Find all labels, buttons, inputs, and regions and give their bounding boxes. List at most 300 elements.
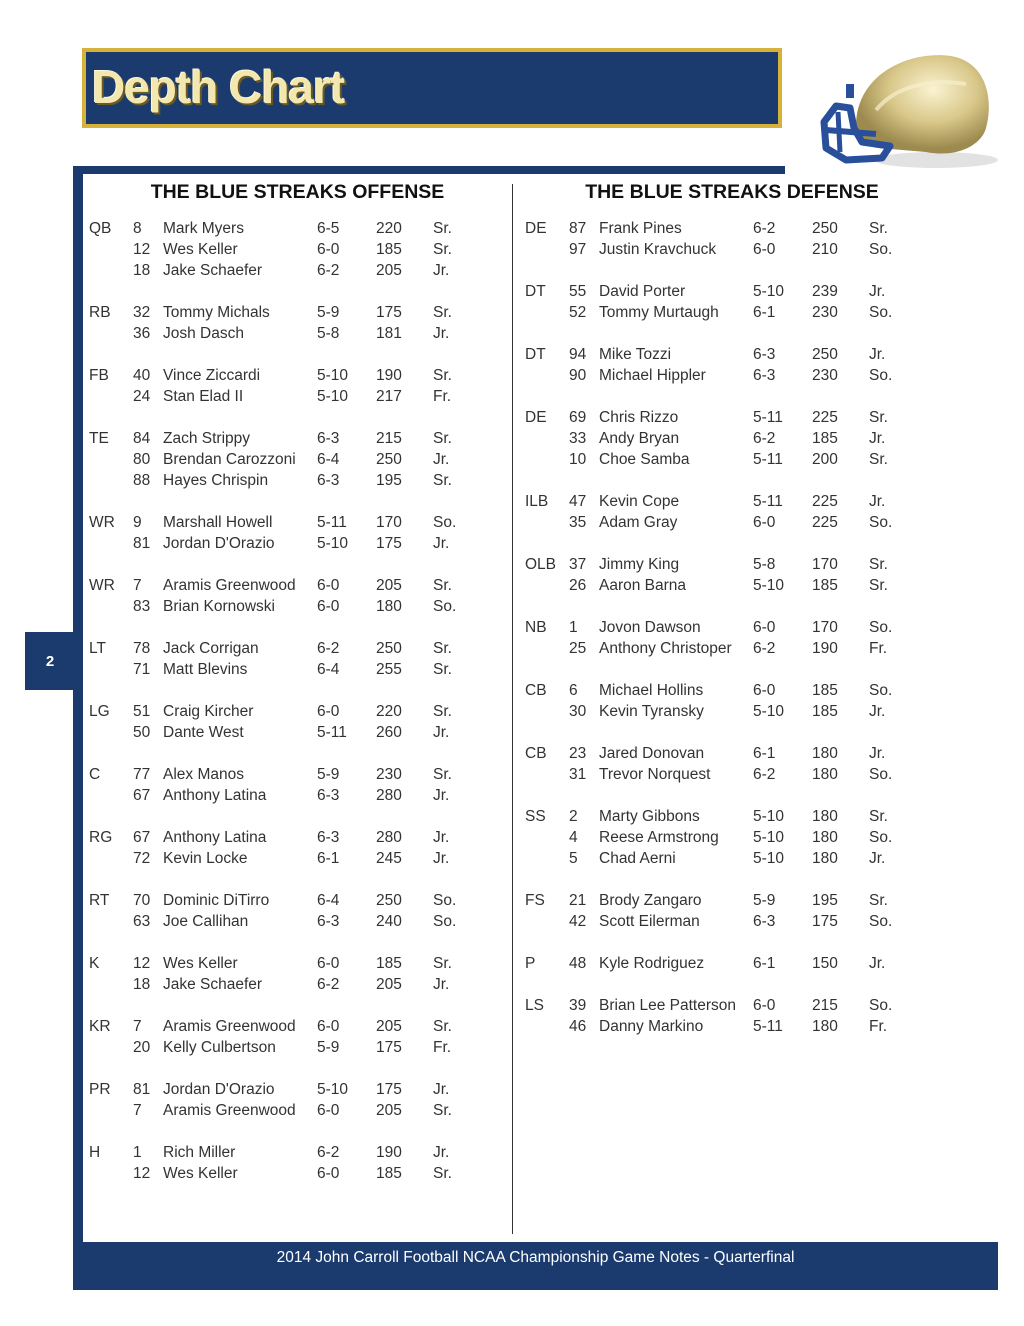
- position-label: TE: [89, 430, 109, 447]
- jersey-number: 5: [569, 850, 578, 867]
- position-label: WR: [89, 577, 115, 594]
- player-name: Tommy Murtaugh: [599, 304, 719, 321]
- position-group: [0, 640, 512, 682]
- player-name: Brendan Carozzoni: [163, 451, 296, 468]
- player-height: 6-0: [317, 577, 340, 594]
- player-name: Andy Bryan: [599, 430, 680, 447]
- jersey-number: 78: [133, 640, 151, 657]
- player-row: [0, 829, 512, 850]
- player-height: 5-10: [753, 577, 785, 594]
- player-weight: 185: [376, 955, 402, 972]
- player-class-year: Sr.: [433, 220, 452, 237]
- player-row: [0, 1018, 512, 1039]
- position-label: KR: [89, 1018, 111, 1035]
- position-group: [512, 892, 1024, 934]
- title-banner: [82, 48, 782, 128]
- player-weight: 190: [376, 1144, 402, 1161]
- position-label: CB: [525, 682, 547, 699]
- player-class-year: Sr.: [433, 472, 452, 489]
- position-group: [0, 304, 512, 346]
- jersey-number: 71: [133, 661, 151, 678]
- player-name: Reese Armstrong: [599, 829, 719, 846]
- player-weight: 175: [812, 913, 838, 930]
- position-label: SS: [525, 808, 546, 825]
- player-row: [512, 682, 1024, 703]
- player-row: [512, 829, 1024, 850]
- player-weight: 180: [812, 850, 838, 867]
- position-group: [0, 1081, 512, 1123]
- jersey-number: 80: [133, 451, 151, 468]
- position-group: [0, 1018, 512, 1060]
- position-group: [512, 556, 1024, 598]
- player-class-year: So.: [433, 598, 457, 615]
- player-class-year: Sr.: [433, 1165, 452, 1182]
- position-label: RG: [89, 829, 113, 846]
- jersey-number: 7: [133, 1018, 142, 1035]
- jersey-number: 31: [569, 766, 587, 783]
- player-class-year: Sr.: [433, 577, 452, 594]
- position-label: QB: [89, 220, 112, 237]
- player-height: 5-9: [317, 766, 340, 783]
- position-group: [512, 283, 1024, 325]
- player-class-year: So.: [433, 892, 457, 909]
- player-weight: 170: [376, 514, 402, 531]
- player-height: 6-0: [317, 1018, 340, 1035]
- player-height: 6-4: [317, 892, 340, 909]
- player-weight: 255: [376, 661, 402, 678]
- jersey-number: 35: [569, 514, 587, 531]
- player-name: Danny Markino: [599, 1018, 704, 1035]
- position-label: C: [89, 766, 101, 783]
- jersey-number: 26: [569, 577, 587, 594]
- jersey-number: 20: [133, 1039, 151, 1056]
- player-weight: 225: [812, 493, 838, 510]
- player-class-year: Jr.: [869, 430, 886, 447]
- jersey-number: 83: [133, 598, 151, 615]
- jersey-number: 87: [569, 220, 587, 237]
- jersey-number: 84: [133, 430, 151, 447]
- player-name: Scott Eilerman: [599, 913, 700, 930]
- player-weight: 180: [812, 1018, 838, 1035]
- player-weight: 205: [376, 1018, 402, 1035]
- player-weight: 250: [376, 640, 402, 657]
- player-name: Hayes Chrispin: [163, 472, 269, 489]
- player-row: [512, 892, 1024, 913]
- player-weight: 250: [812, 220, 838, 237]
- position-group: [512, 493, 1024, 535]
- player-height: 6-3: [753, 346, 776, 363]
- player-weight: 220: [376, 703, 402, 720]
- player-height: 5-10: [317, 535, 349, 552]
- player-name: Vince Ziccardi: [163, 367, 261, 384]
- player-name: Stan Elad II: [163, 388, 244, 405]
- player-name: Kyle Rodriguez: [599, 955, 705, 972]
- position-label: DT: [525, 346, 546, 363]
- player-weight: 205: [376, 976, 402, 993]
- player-weight: 217: [376, 388, 402, 405]
- player-class-year: Sr.: [869, 577, 888, 594]
- player-height: 6-0: [317, 241, 340, 258]
- player-weight: 280: [376, 829, 402, 846]
- player-weight: 185: [376, 1165, 402, 1182]
- jersey-number: 48: [569, 955, 587, 972]
- player-height: 5-9: [317, 304, 340, 321]
- player-height: 5-11: [753, 493, 783, 510]
- player-class-year: Jr.: [433, 850, 450, 867]
- player-class-year: Jr.: [433, 1081, 450, 1098]
- player-row: [0, 577, 512, 598]
- player-name: Zach Strippy: [163, 430, 251, 447]
- player-weight: 205: [376, 262, 402, 279]
- position-label: LS: [525, 997, 544, 1014]
- position-group: [512, 346, 1024, 388]
- player-height: 5-9: [753, 892, 776, 909]
- player-class-year: Sr.: [869, 451, 888, 468]
- player-name: Wes Keller: [163, 955, 238, 972]
- jersey-number: 40: [133, 367, 151, 384]
- player-weight: 210: [812, 241, 838, 258]
- player-class-year: Jr.: [433, 829, 450, 846]
- jersey-number: 97: [569, 241, 587, 258]
- position-group: [0, 514, 512, 556]
- position-label: CB: [525, 745, 547, 762]
- player-row: [0, 1039, 512, 1060]
- player-height: 6-2: [317, 1144, 340, 1161]
- player-row: [512, 283, 1024, 304]
- player-class-year: Sr.: [869, 808, 888, 825]
- jersey-number: 72: [133, 850, 151, 867]
- player-class-year: Sr.: [433, 661, 452, 678]
- player-name: Kevin Locke: [163, 850, 248, 867]
- jersey-number: 12: [133, 1165, 151, 1182]
- player-class-year: So.: [869, 304, 893, 321]
- position-group: [512, 220, 1024, 262]
- player-row: [512, 430, 1024, 451]
- player-height: 6-1: [753, 745, 776, 762]
- player-name: Josh Dasch: [163, 325, 244, 342]
- player-height: 6-0: [317, 1165, 340, 1182]
- position-label: LG: [89, 703, 110, 720]
- player-weight: 250: [376, 451, 402, 468]
- player-row: [512, 409, 1024, 430]
- position-group: [0, 703, 512, 745]
- position-group: [512, 955, 1024, 976]
- jersey-number: 1: [133, 1144, 142, 1161]
- player-row: [512, 913, 1024, 934]
- player-class-year: Jr.: [433, 451, 450, 468]
- player-class-year: Sr.: [869, 409, 888, 426]
- player-row: [0, 787, 512, 808]
- player-class-year: So.: [433, 514, 457, 531]
- player-name: Jordan D'Orazio: [163, 1081, 275, 1098]
- player-name: Jack Corrigan: [163, 640, 259, 657]
- player-class-year: So.: [869, 367, 893, 384]
- player-weight: 170: [812, 619, 838, 636]
- player-row: [0, 598, 512, 619]
- player-row: [512, 220, 1024, 241]
- player-name: Matt Blevins: [163, 661, 248, 678]
- player-name: Brody Zangaro: [599, 892, 702, 909]
- player-row: [512, 619, 1024, 640]
- player-weight: 180: [376, 598, 402, 615]
- player-height: 6-4: [317, 661, 340, 678]
- player-height: 5-10: [753, 283, 785, 300]
- player-height: 6-0: [753, 619, 776, 636]
- player-weight: 200: [812, 451, 838, 468]
- player-weight: 170: [812, 556, 838, 573]
- player-height: 6-2: [317, 262, 340, 279]
- player-row: [0, 367, 512, 388]
- player-class-year: Sr.: [433, 955, 452, 972]
- jersey-number: 90: [569, 367, 587, 384]
- position-group: [512, 745, 1024, 787]
- player-class-year: Jr.: [869, 283, 886, 300]
- player-row: [0, 703, 512, 724]
- player-class-year: Fr.: [869, 1018, 888, 1035]
- player-row: [0, 1102, 512, 1123]
- player-class-year: So.: [869, 241, 893, 258]
- position-label: RT: [89, 892, 110, 909]
- player-height: 6-0: [317, 1102, 340, 1119]
- player-weight: 240: [376, 913, 402, 930]
- position-group: [0, 577, 512, 619]
- player-row: [0, 472, 512, 493]
- defense-heading: THE BLUE STREAKS DEFENSE: [585, 181, 879, 203]
- player-row: [512, 346, 1024, 367]
- player-name: Jordan D'Orazio: [163, 535, 275, 552]
- player-height: 6-1: [317, 850, 340, 867]
- player-row: [0, 1081, 512, 1102]
- player-row: [0, 451, 512, 472]
- player-height: 5-11: [753, 1018, 783, 1035]
- player-name: Brian Kornowski: [163, 598, 275, 615]
- player-height: 5-11: [317, 514, 347, 531]
- player-row: [0, 241, 512, 262]
- player-name: Jared Donovan: [599, 745, 705, 762]
- page-title: Depth Chart: [92, 61, 345, 113]
- player-class-year: So.: [869, 682, 893, 699]
- page-number: 2: [45, 653, 55, 670]
- footer-text: 2014 John Carroll Football NCAA Championship Game Notes - Quarterfinal: [276, 1249, 795, 1266]
- player-weight: 260: [376, 724, 402, 741]
- player-class-year: Sr.: [433, 241, 452, 258]
- player-weight: 205: [376, 577, 402, 594]
- player-row: [512, 955, 1024, 976]
- player-row: [0, 640, 512, 661]
- player-height: 5-11: [753, 409, 783, 426]
- player-row: [512, 367, 1024, 388]
- player-row: [0, 262, 512, 283]
- player-name: Aramis Greenwood: [163, 1018, 296, 1035]
- player-row: [512, 514, 1024, 535]
- jersey-number: 8: [133, 220, 142, 237]
- player-row: [0, 955, 512, 976]
- player-name: Anthony Christoper: [599, 640, 732, 657]
- player-name: Adam Gray: [599, 514, 678, 531]
- player-class-year: So.: [869, 997, 893, 1014]
- player-class-year: Jr.: [433, 325, 450, 342]
- player-weight: 239: [812, 283, 838, 300]
- jersey-number: 70: [133, 892, 151, 909]
- player-row: [0, 325, 512, 346]
- player-height: 6-0: [317, 703, 340, 720]
- jersey-number: 18: [133, 262, 151, 279]
- jersey-number: 94: [569, 346, 587, 363]
- player-name: Jake Schaefer: [163, 262, 263, 279]
- player-name: Brian Lee Patterson: [599, 997, 737, 1014]
- jersey-number: 1: [569, 619, 578, 636]
- player-name: Anthony Latina: [163, 787, 267, 804]
- player-height: 6-4: [317, 451, 340, 468]
- player-weight: 230: [376, 766, 402, 783]
- player-class-year: Sr.: [433, 703, 452, 720]
- player-class-year: Jr.: [433, 1144, 450, 1161]
- player-class-year: So.: [869, 829, 893, 846]
- position-group: [0, 766, 512, 808]
- player-weight: 195: [812, 892, 838, 909]
- player-weight: 185: [812, 703, 838, 720]
- defense-depth-list: [512, 220, 1024, 1060]
- player-row: [0, 514, 512, 535]
- player-weight: 185: [812, 577, 838, 594]
- player-height: 6-0: [317, 955, 340, 972]
- player-row: [0, 388, 512, 409]
- position-group: [512, 808, 1024, 871]
- player-height: 5-8: [317, 325, 340, 342]
- player-height: 5-10: [317, 1081, 349, 1098]
- player-class-year: So.: [869, 766, 893, 783]
- player-class-year: Fr.: [433, 388, 452, 405]
- player-name: Jimmy King: [599, 556, 680, 573]
- player-name: Michael Hollins: [599, 682, 704, 699]
- position-label: OLB: [525, 556, 557, 573]
- jersey-number: 30: [569, 703, 587, 720]
- player-class-year: Jr.: [433, 535, 450, 552]
- player-weight: 230: [812, 367, 838, 384]
- player-weight: 205: [376, 1102, 402, 1119]
- player-height: 6-3: [753, 367, 776, 384]
- player-height: 5-10: [317, 388, 349, 405]
- position-label: H: [89, 1144, 101, 1161]
- position-label: RB: [89, 304, 111, 321]
- player-weight: 195: [376, 472, 402, 489]
- player-class-year: Jr.: [869, 745, 886, 762]
- player-class-year: Jr.: [869, 346, 886, 363]
- player-name: Joe Callihan: [163, 913, 249, 930]
- player-name: Aramis Greenwood: [163, 1102, 296, 1119]
- player-name: Mike Tozzi: [599, 346, 672, 363]
- player-height: 5-8: [753, 556, 776, 573]
- player-row: [512, 766, 1024, 787]
- player-class-year: Fr.: [433, 1039, 452, 1056]
- player-name: Choe Samba: [599, 451, 690, 468]
- jersey-number: 37: [569, 556, 587, 573]
- position-group: [512, 409, 1024, 472]
- player-class-year: Sr.: [433, 640, 452, 657]
- player-name: Michael Hippler: [599, 367, 706, 384]
- position-group: [0, 367, 512, 409]
- position-label: DE: [525, 220, 547, 237]
- player-name: Aaron Barna: [599, 577, 687, 594]
- player-name: Kevin Cope: [599, 493, 680, 510]
- player-row: [512, 451, 1024, 472]
- player-height: 5-10: [753, 808, 785, 825]
- player-class-year: Jr.: [433, 262, 450, 279]
- position-label: FS: [525, 892, 545, 909]
- player-name: Craig Kircher: [163, 703, 254, 720]
- jersey-number: 6: [569, 682, 578, 699]
- offense-depth-list: [0, 220, 512, 1207]
- player-class-year: Sr.: [433, 367, 452, 384]
- player-weight: 180: [812, 808, 838, 825]
- player-name: Alex Manos: [163, 766, 244, 783]
- player-weight: 175: [376, 535, 402, 552]
- player-weight: 215: [812, 997, 838, 1014]
- football-helmet-icon: [816, 48, 1006, 173]
- player-weight: 175: [376, 1081, 402, 1098]
- jersey-number: 81: [133, 1081, 151, 1098]
- player-row: [0, 1165, 512, 1186]
- player-weight: 190: [376, 367, 402, 384]
- player-class-year: So.: [869, 514, 893, 531]
- player-name: Frank Pines: [599, 220, 682, 237]
- jersey-number: 67: [133, 829, 151, 846]
- player-class-year: Sr.: [433, 1102, 452, 1119]
- player-class-year: So.: [869, 913, 893, 930]
- player-weight: 220: [376, 220, 402, 237]
- player-row: [512, 304, 1024, 325]
- player-name: Anthony Latina: [163, 829, 267, 846]
- player-name: Dante West: [163, 724, 244, 741]
- jersey-number: 69: [569, 409, 587, 426]
- player-weight: 245: [376, 850, 402, 867]
- player-name: Dominic DiTirro: [163, 892, 270, 909]
- player-row: [0, 1144, 512, 1165]
- jersey-number: 52: [569, 304, 587, 321]
- player-name: Kevin Tyransky: [599, 703, 704, 720]
- player-weight: 225: [812, 409, 838, 426]
- position-label: DT: [525, 283, 546, 300]
- player-height: 6-3: [317, 913, 340, 930]
- player-row: [512, 241, 1024, 262]
- player-row: [0, 892, 512, 913]
- player-height: 6-2: [317, 976, 340, 993]
- player-class-year: Sr.: [433, 766, 452, 783]
- player-row: [512, 493, 1024, 514]
- jersey-number: 46: [569, 1018, 587, 1035]
- player-class-year: Sr.: [869, 220, 888, 237]
- position-group: [0, 892, 512, 934]
- player-height: 6-2: [753, 430, 776, 447]
- player-row: [0, 661, 512, 682]
- jersey-number: 2: [569, 808, 578, 825]
- player-height: 5-10: [753, 703, 785, 720]
- player-height: 6-0: [753, 514, 776, 531]
- position-label: ILB: [525, 493, 549, 510]
- player-weight: 185: [812, 430, 838, 447]
- jersey-number: 12: [133, 955, 151, 972]
- player-height: 6-0: [753, 997, 776, 1014]
- player-name: Chris Rizzo: [599, 409, 679, 426]
- jersey-number: 50: [133, 724, 151, 741]
- player-weight: 225: [812, 514, 838, 531]
- jersey-number: 77: [133, 766, 151, 783]
- player-row: [512, 577, 1024, 598]
- position-label: P: [525, 955, 536, 972]
- player-height: 6-1: [753, 955, 776, 972]
- player-name: Kelly Culbertson: [163, 1039, 276, 1056]
- jersey-number: 51: [133, 703, 151, 720]
